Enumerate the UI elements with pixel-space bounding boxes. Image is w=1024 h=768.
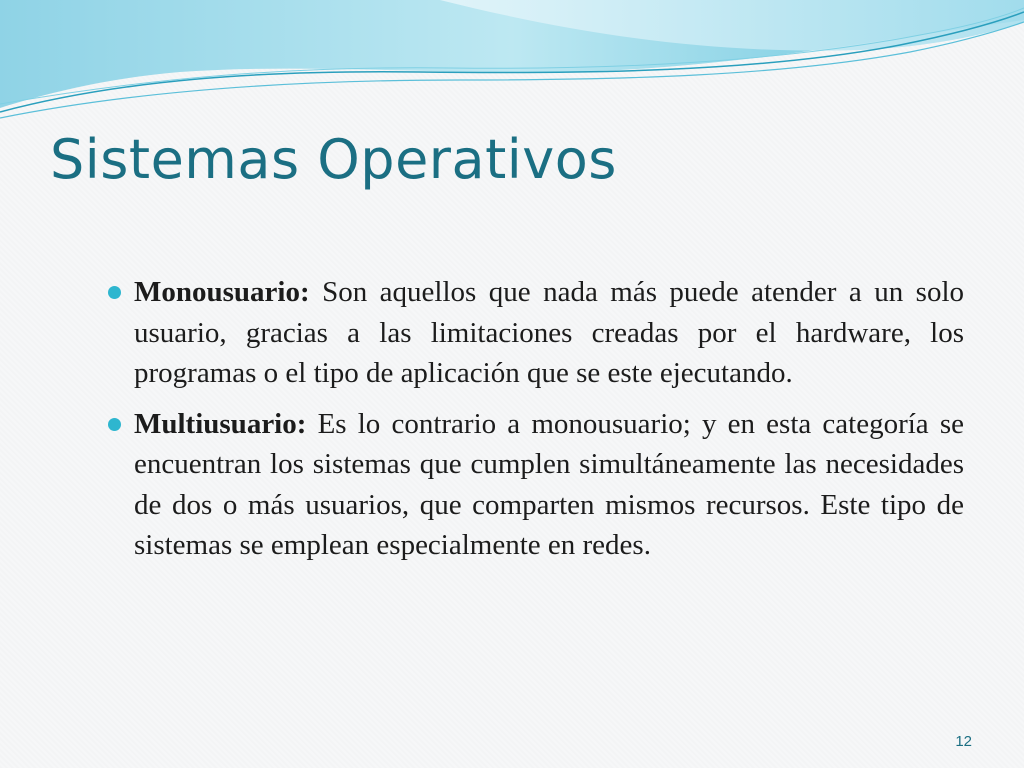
list-item <box>108 272 964 394</box>
bullet-description: Son aquellos que nada más puede atender a un solo usuario, gracias a las limitaciones creadas por el hardware, los programas o el tipo de aplicación que se este ejecutando. <box>134 276 964 389</box>
header-wave-decoration <box>0 0 1024 130</box>
bullet-text <box>134 404 964 566</box>
list-item <box>108 404 964 566</box>
slide-title: Sistemas Operativos <box>50 128 617 191</box>
bullet-icon <box>108 286 121 299</box>
bullet-term: Monousuario: <box>134 276 310 308</box>
page-number: 12 <box>955 733 972 750</box>
bullet-term: Multiusuario: <box>134 407 307 440</box>
bullet-icon <box>108 418 121 431</box>
bullet-description: Es lo contrario a monousuario; y en esta categoría se encuentran los sistemas que cumplen simultáneamente las necesidades de dos o más usuarios, que comparten mismos recursos. Este tipo de sistemas se emplean especialmente en redes. <box>134 407 964 561</box>
bullet-list <box>108 272 964 576</box>
bullet-text <box>134 272 964 394</box>
